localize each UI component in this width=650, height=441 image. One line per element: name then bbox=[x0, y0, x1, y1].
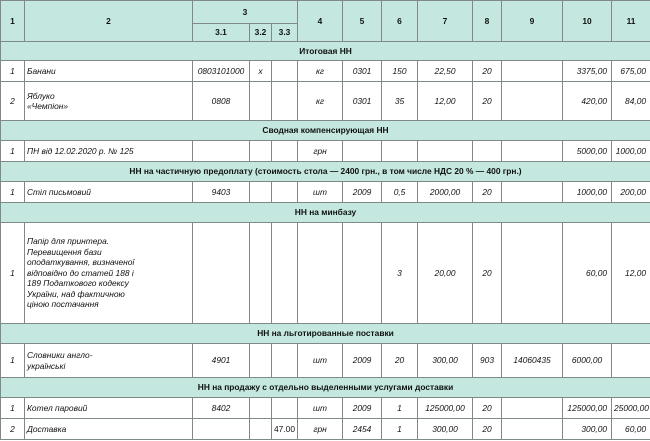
cell: 2009 bbox=[343, 182, 382, 203]
cell: 60,00 bbox=[612, 419, 650, 440]
col-header-3-2: 3.2 bbox=[250, 24, 272, 42]
cell: Яблуко «Чемпіон» bbox=[25, 82, 193, 121]
cell: 60,00 bbox=[563, 223, 612, 324]
table-row bbox=[1, 182, 650, 203]
cell: 0803101000 bbox=[193, 61, 250, 82]
cell: 4901 bbox=[193, 344, 250, 378]
cell bbox=[502, 398, 563, 419]
cell: 20 bbox=[382, 344, 418, 378]
cell: Котел паровий bbox=[25, 398, 193, 419]
cell bbox=[502, 419, 563, 440]
cell: 0301 bbox=[343, 82, 382, 121]
table-row bbox=[1, 344, 650, 378]
cell: 47.00 bbox=[272, 419, 298, 440]
cell: Стіл письмовий bbox=[25, 182, 193, 203]
cell bbox=[272, 344, 298, 378]
cell bbox=[250, 398, 272, 419]
cell: 125000,00 bbox=[563, 398, 612, 419]
table-row bbox=[1, 223, 650, 324]
cell: 2009 bbox=[343, 398, 382, 419]
cell bbox=[343, 223, 382, 324]
cell bbox=[502, 61, 563, 82]
cell bbox=[382, 141, 418, 162]
cell: 2009 bbox=[343, 344, 382, 378]
col-header-2: 2 bbox=[25, 1, 193, 42]
cell: 20,00 bbox=[418, 223, 473, 324]
cell bbox=[473, 141, 502, 162]
cell: 0,5 bbox=[382, 182, 418, 203]
cell bbox=[250, 82, 272, 121]
cell bbox=[250, 344, 272, 378]
cell bbox=[250, 223, 272, 324]
cell: 1 bbox=[382, 398, 418, 419]
cell: Банани bbox=[25, 61, 193, 82]
header-row-top bbox=[1, 1, 650, 24]
section-title: НН на продажу с отдельно выделенными услугами доставки bbox=[1, 378, 650, 398]
cell: 14060435 bbox=[502, 344, 563, 378]
cell: грн bbox=[298, 419, 343, 440]
cell: 150 bbox=[382, 61, 418, 82]
cell: 1 bbox=[1, 141, 25, 162]
cell: х bbox=[250, 61, 272, 82]
cell: 200,00 bbox=[612, 182, 650, 203]
cell: 6000,00 bbox=[563, 344, 612, 378]
cell: 125000,00 bbox=[418, 398, 473, 419]
cell bbox=[250, 182, 272, 203]
cell: 2 bbox=[1, 419, 25, 440]
col-header-8: 8 bbox=[473, 1, 502, 42]
cell bbox=[193, 419, 250, 440]
cell bbox=[502, 182, 563, 203]
cell bbox=[272, 223, 298, 324]
cell: 22,50 bbox=[418, 61, 473, 82]
cell: 0808 bbox=[193, 82, 250, 121]
section-title: НН на льготированные поставки bbox=[1, 324, 650, 344]
col-header-9: 9 bbox=[502, 1, 563, 42]
cell: 2000,00 bbox=[418, 182, 473, 203]
cell: 3375,00 bbox=[563, 61, 612, 82]
cell bbox=[418, 141, 473, 162]
cell: 20 bbox=[473, 398, 502, 419]
cell: 35 bbox=[382, 82, 418, 121]
cell: шт bbox=[298, 398, 343, 419]
cell: 675,00 bbox=[612, 61, 650, 82]
cell: 5000,00 bbox=[563, 141, 612, 162]
col-header-5: 5 bbox=[343, 1, 382, 42]
cell: 1 bbox=[1, 223, 25, 324]
cell: 1 bbox=[382, 419, 418, 440]
cell: шт bbox=[298, 344, 343, 378]
cell: кг bbox=[298, 82, 343, 121]
cell bbox=[298, 223, 343, 324]
cell: 903 bbox=[473, 344, 502, 378]
cell bbox=[502, 141, 563, 162]
cell bbox=[502, 223, 563, 324]
cell: ПН від 12.02.2020 р. № 125 bbox=[25, 141, 193, 162]
cell: кг bbox=[298, 61, 343, 82]
cell: 20 bbox=[473, 419, 502, 440]
section-row bbox=[1, 42, 650, 61]
cell: 25000,00 bbox=[612, 398, 650, 419]
cell: 12,00 bbox=[418, 82, 473, 121]
cell bbox=[272, 141, 298, 162]
cell bbox=[343, 141, 382, 162]
col-header-6: 6 bbox=[382, 1, 418, 42]
cell bbox=[272, 82, 298, 121]
cell: 0301 bbox=[343, 61, 382, 82]
cell: 1 bbox=[1, 344, 25, 378]
cell bbox=[250, 419, 272, 440]
cell: грн bbox=[298, 141, 343, 162]
cell: 12,00 bbox=[612, 223, 650, 324]
cell: 300,00 bbox=[418, 419, 473, 440]
cell: 8402 bbox=[193, 398, 250, 419]
section-row bbox=[1, 378, 650, 398]
cell: 3 bbox=[382, 223, 418, 324]
cell bbox=[193, 141, 250, 162]
section-title: Сводная компенсирующая НН bbox=[1, 121, 650, 141]
section-row bbox=[1, 162, 650, 182]
section-row bbox=[1, 324, 650, 344]
cell: 2454 bbox=[343, 419, 382, 440]
table-row bbox=[1, 419, 650, 440]
cell: Доставка bbox=[25, 419, 193, 440]
section-title: НН на частичную предоплату (стоимость стола — 2400 грн., в том числе НДС 20 % — 400 грн.) bbox=[1, 162, 650, 182]
section-row bbox=[1, 203, 650, 223]
table-row bbox=[1, 61, 650, 82]
cell: 1 bbox=[1, 182, 25, 203]
cell: 20 bbox=[473, 61, 502, 82]
cell: 1000,00 bbox=[612, 141, 650, 162]
cell: 300,00 bbox=[418, 344, 473, 378]
section-title: Итоговая НН bbox=[1, 42, 650, 61]
cell bbox=[612, 344, 650, 378]
cell: 20 bbox=[473, 223, 502, 324]
col-header-3-1: 3.1 bbox=[193, 24, 250, 42]
cell bbox=[272, 182, 298, 203]
table-row bbox=[1, 141, 650, 162]
cell: 1 bbox=[1, 398, 25, 419]
cell bbox=[272, 61, 298, 82]
cell: 20 bbox=[473, 182, 502, 203]
cell: 1 bbox=[1, 61, 25, 82]
cell: 1000,00 bbox=[563, 182, 612, 203]
cell: Словники англо-українські bbox=[25, 344, 193, 378]
col-header-3-3: 3.3 bbox=[272, 24, 298, 42]
table-row bbox=[1, 82, 650, 121]
section-title: НН на минбазу bbox=[1, 203, 650, 223]
col-header-1: 1 bbox=[1, 1, 25, 42]
col-header-3: 3 bbox=[193, 1, 298, 24]
cell: 84,00 bbox=[612, 82, 650, 121]
cell: шт bbox=[298, 182, 343, 203]
col-header-4: 4 bbox=[298, 1, 343, 42]
cell: 9403 bbox=[193, 182, 250, 203]
cell bbox=[502, 82, 563, 121]
cell bbox=[250, 141, 272, 162]
cell: 2 bbox=[1, 82, 25, 121]
cell bbox=[272, 398, 298, 419]
col-header-10: 10 bbox=[563, 1, 612, 42]
cell: 420,00 bbox=[563, 82, 612, 121]
cell bbox=[193, 223, 250, 324]
cell: Папір для принтера. Перевищення бази оподаткування, визначеної відповідно до статей 188 і 189 Податкового кодексу України, над фактичною ціною постачання bbox=[25, 223, 193, 324]
col-header-11: 11 bbox=[612, 1, 650, 42]
col-header-7: 7 bbox=[418, 1, 473, 42]
section-row bbox=[1, 121, 650, 141]
table-row bbox=[1, 398, 650, 419]
cell: 300,00 bbox=[563, 419, 612, 440]
cell: 20 bbox=[473, 82, 502, 121]
